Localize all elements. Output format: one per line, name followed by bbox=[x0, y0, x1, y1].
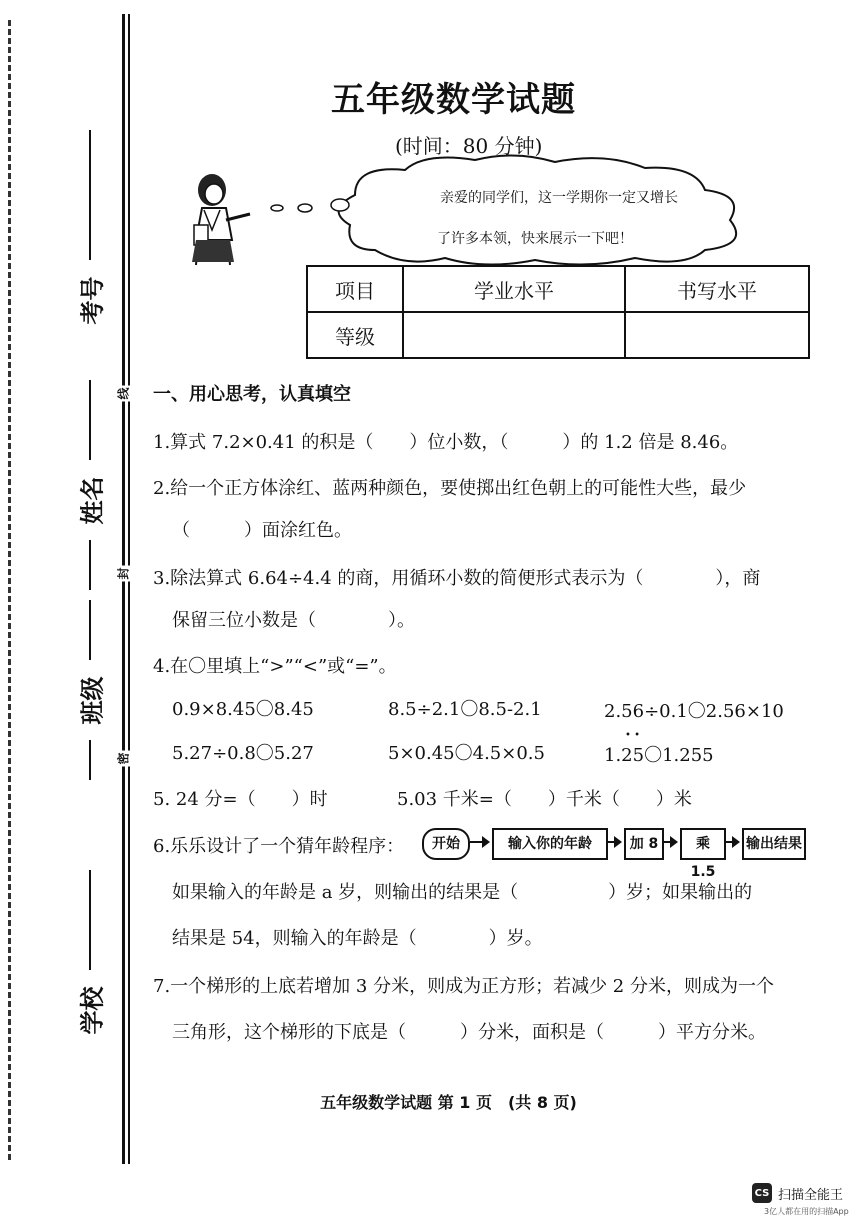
seal-seal: 封 bbox=[116, 567, 131, 580]
score-table-row bbox=[307, 266, 809, 312]
section-title: 一、用心思考，认真填空 bbox=[153, 384, 351, 405]
question-5b[interactable]: 5.03 千米=（ ）千米（ ）米 bbox=[397, 789, 692, 810]
scanner-watermark bbox=[752, 1183, 843, 1203]
score-cell: 学业水平 bbox=[403, 266, 625, 312]
question-6-cont[interactable]: 如果输入的年龄是 a 岁，则输出的结果是（ ）岁；如果输出的 bbox=[172, 882, 753, 903]
question-3[interactable]: 3.除法算式 6.64÷4.4 的商，用循环小数的简便形式表示为（ ），商 bbox=[153, 568, 761, 589]
compare-item[interactable]: 5.27÷0.8〇5.27 bbox=[172, 743, 314, 764]
compare-item[interactable]: 5×0.45〇4.5×0.5 bbox=[388, 743, 545, 764]
flow-arrow bbox=[608, 841, 620, 843]
field-exam-number-rule bbox=[89, 130, 91, 260]
flow-add: 加 8 bbox=[624, 828, 664, 860]
question-2[interactable]: 2.给一个正方体涂红、蓝两种颜色，要使掷出红色朝上的可能性大些，最少 bbox=[153, 478, 747, 499]
score-cell: 等级 bbox=[307, 312, 403, 358]
binding-dash-edge bbox=[8, 20, 11, 1160]
repeating-dot-mark: • • bbox=[625, 730, 640, 741]
question-6: 6.乐乐设计了一个猜年龄程序： bbox=[153, 836, 405, 857]
field-school[interactable] bbox=[60, 870, 120, 1050]
compare-item[interactable]: 2.56÷0.1〇2.56×10 bbox=[604, 701, 784, 722]
compare-item-repeating[interactable]: 1.25〇1.255 bbox=[604, 745, 714, 766]
exam-time: (时间：80 分钟) bbox=[395, 134, 543, 158]
question-6-cont2[interactable]: 结果是 54，则输入的年龄是（ ）岁。 bbox=[172, 928, 543, 949]
question-4: 4.在〇里填上“>”“<”或“=”。 bbox=[153, 656, 397, 677]
binding-line bbox=[122, 14, 125, 1164]
seal-secret: 密 bbox=[116, 752, 131, 765]
field-school-label: 学校 bbox=[78, 986, 107, 1034]
field-school-rule bbox=[89, 870, 91, 970]
compare-item[interactable]: 8.5÷2.1〇8.5-2.1 bbox=[388, 699, 542, 720]
question-7[interactable]: 7.一个梯形的上底若增加 3 分米，则成为正方形；若减少 2 分米，则成为一个 bbox=[153, 976, 774, 997]
field-exam-number[interactable] bbox=[60, 130, 120, 340]
flow-input: 输入你的年龄 bbox=[492, 828, 608, 860]
camscanner-logo-icon: CS bbox=[752, 1183, 772, 1203]
flow-start: 开始 bbox=[422, 828, 470, 860]
grade-input-academic[interactable] bbox=[403, 312, 625, 358]
watermark-subtitle: 3亿人都在用的扫描App bbox=[764, 1207, 849, 1216]
field-class[interactable] bbox=[60, 600, 120, 780]
score-table-row bbox=[307, 312, 809, 358]
field-class-label: 班级 bbox=[78, 676, 107, 724]
question-5a[interactable]: 5. 24 分=（ ）时 bbox=[153, 789, 328, 810]
field-name-rule bbox=[89, 380, 91, 460]
girl-illustration bbox=[178, 170, 258, 270]
seal-line: 线 bbox=[116, 387, 131, 400]
question-3-cont[interactable]: 保留三位小数是（ ）。 bbox=[172, 610, 415, 631]
binding-line-inner bbox=[128, 14, 130, 1164]
score-cell: 书写水平 bbox=[625, 266, 809, 312]
field-name[interactable] bbox=[60, 380, 120, 590]
grade-input-writing[interactable] bbox=[625, 312, 809, 358]
question-1[interactable]: 1.算式 7.2×0.41 的积是（ ）位小数，（ ）的 1.2 倍是 8.46。 bbox=[153, 432, 739, 453]
flow-arrow bbox=[726, 841, 738, 843]
question-7-cont[interactable]: 三角形，这个梯形的下底是（ ）分米，面积是（ ）平方分米。 bbox=[172, 1022, 766, 1043]
flow-output: 输出结果 bbox=[742, 828, 806, 860]
score-table bbox=[306, 265, 810, 359]
flow-multiply: 乘 1.5 bbox=[680, 828, 726, 860]
page-title: 五年级数学试题 bbox=[331, 80, 576, 120]
field-class-rule bbox=[89, 600, 91, 660]
page-footer: 五年级数学试题 第 1 页 (共 8 页) bbox=[320, 1093, 577, 1112]
flow-arrow bbox=[470, 841, 488, 843]
flow-arrow bbox=[664, 841, 676, 843]
cloud-text-line2: 了许多本领，快来展示一下吧！ bbox=[437, 231, 633, 247]
score-cell: 项目 bbox=[307, 266, 403, 312]
age-program-flowchart bbox=[422, 828, 810, 880]
field-exam-number-label: 考号 bbox=[78, 276, 107, 324]
compare-item[interactable]: 0.9×8.45〇8.45 bbox=[172, 699, 314, 720]
question-2-cont[interactable]: （ ）面涂红色。 bbox=[172, 520, 352, 541]
watermark-name: 扫描全能王 bbox=[778, 1187, 844, 1203]
field-name-label: 姓名 bbox=[78, 476, 107, 524]
cloud-text-line1: 亲爱的同学们，这一学期你一定又增长 bbox=[440, 190, 678, 206]
speech-cloud bbox=[255, 150, 800, 270]
